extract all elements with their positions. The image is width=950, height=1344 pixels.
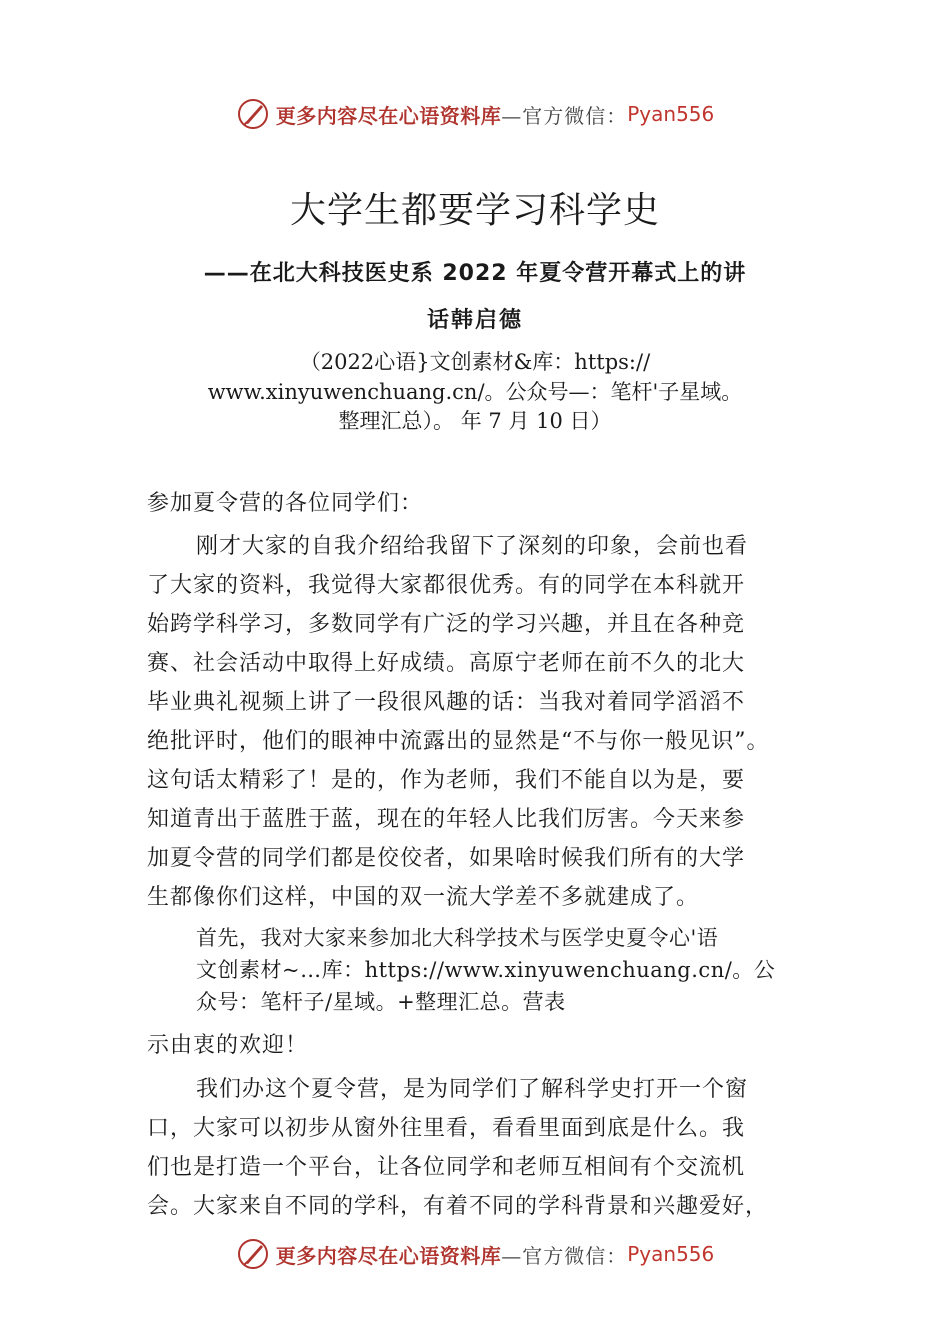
banner-wechat-id: Pyan556 — [627, 102, 715, 126]
source-note-line-3: 整理汇总）。 年 7 月 10 日） — [338, 409, 612, 433]
body-line: 生都像你们这样，中国的双一流大学差不多就建成了。 — [147, 885, 700, 910]
footer-banner — [0, 1232, 950, 1276]
banner-red-text: 更多内容尽在心语资料库 — [275, 103, 502, 128]
source-note-line-2: www.xinyuwenchuang.cn/。公众号—：笔杆'子星域。 — [207, 380, 743, 404]
banner-gray-text: —官方微信： — [501, 1243, 628, 1268]
document-title: 大学生都要学习科学史 — [289, 190, 660, 231]
body-line: 绝批评时，他们的眼神中流露出的显然是“不与你一般见识”。 — [147, 729, 770, 754]
banner-wechat-id: Pyan556 — [627, 1242, 715, 1266]
body-line: 众号：笔杆子/星域。+整理汇总。营表 — [196, 990, 566, 1014]
body-line: 了大家的资料，我觉得大家都很优秀。有的同学在本科就开 — [147, 573, 746, 598]
header-banner — [0, 92, 950, 136]
body-line: 知道青出于蓝胜于蓝，现在的年轻人比我们厉害。今天来参 — [147, 807, 746, 832]
body-line: 参加夏令营的各位同学们： — [147, 491, 424, 516]
body-line: 这句话太精彩了！是的，作为老师，我们不能自以为是，要 — [147, 768, 746, 793]
subtitle-line-1: ——在北大科技医史系 2022 年夏令营开幕式上的讲 — [203, 261, 747, 286]
body-line: 加夏令营的同学们都是佼佼者，如果啥时候我们所有的大学 — [147, 846, 746, 871]
quill-logo-icon — [236, 97, 270, 131]
body-line: 刚才大家的自我介绍给我留下了深刻的印象，会前也看 — [196, 534, 749, 559]
body-line: 口，大家可以初步从窗外往里看，看看里面到底是什么。我 — [147, 1116, 746, 1141]
subtitle-line-2: 话韩启德 — [426, 308, 523, 333]
source-note-line-1: （2022心语}文创素材&库：https:// — [299, 350, 651, 374]
body-line: 我们办这个夏令营，是为同学们了解科学史打开一个窗 — [196, 1077, 749, 1102]
body-line: 们也是打造一个平台，让各位同学和老师互相间有个交流机 — [147, 1155, 746, 1180]
body-line: 赛、社会活动中取得上好成绩。高原宁老师在前不久的北大 — [147, 651, 746, 676]
body-line: 始跨学科学习，多数同学有广泛的学习兴趣，并且在各种竞 — [147, 612, 746, 637]
banner-red-text: 更多内容尽在心语资料库 — [275, 1243, 502, 1268]
quill-logo-icon — [236, 1237, 270, 1271]
banner-gray-text: —官方微信： — [501, 103, 628, 128]
body-line: 文创素材~…库：https://www.xinyuwenchuang.cn/。公 — [196, 958, 776, 982]
body-line: 会。大家来自不同的学科，有着不同的学科背景和兴趣爱好， — [147, 1194, 769, 1219]
body-line: 毕业典礼视频上讲了一段很风趣的话：当我对着同学滔滔不 — [147, 690, 746, 715]
body-line: 首先，我对大家来参加北大科学技术与医学史夏令心'语 — [196, 926, 719, 950]
body-line: 示由衷的欢迎！ — [147, 1033, 309, 1058]
